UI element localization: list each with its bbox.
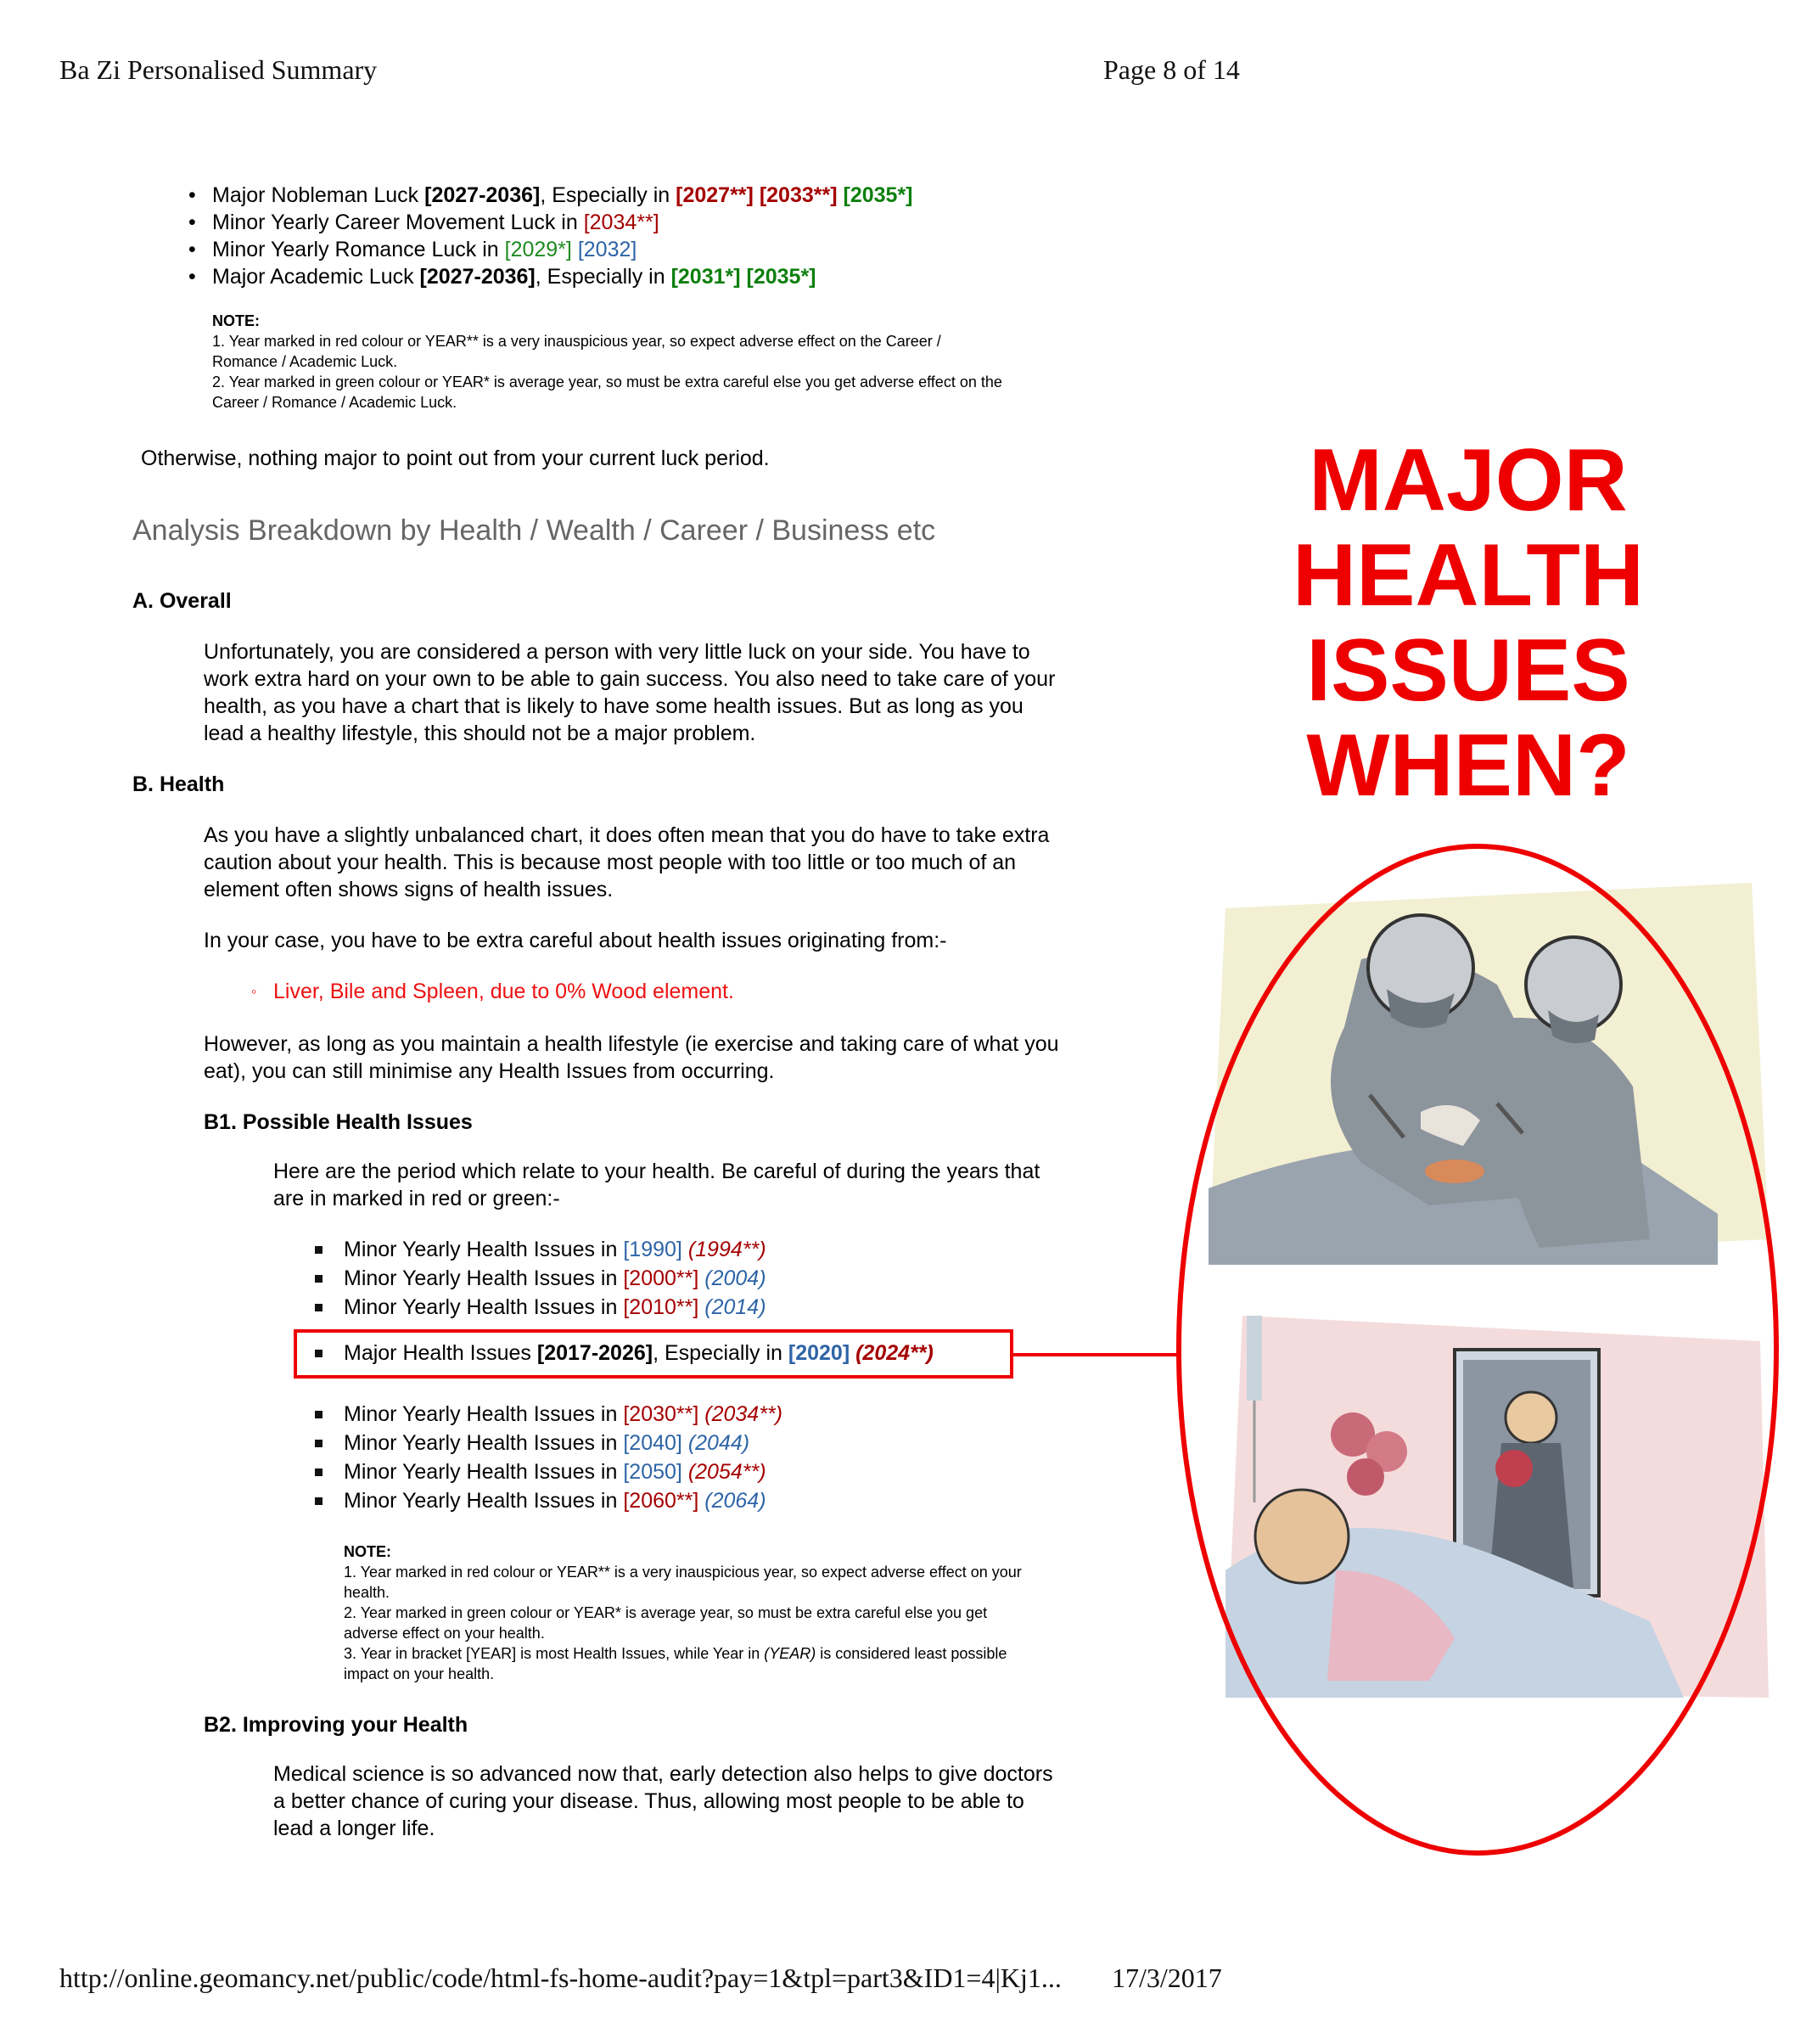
b1-intro: Here are the period which relate to your health. Be careful of during the years that are in marked in red or green:-	[273, 1160, 1040, 1210]
b1-heading: B1. Possible Health Issues	[204, 1110, 473, 1134]
organ-item: ◦ Liver, Bile and Spleen, due to 0% Wood element.	[251, 980, 734, 1003]
list-item: Minor Yearly Health Issues in [2030**] (2034**)	[344, 1401, 782, 1428]
document-title: Ba Zi Personalised Summary	[59, 54, 378, 85]
footer-date: 17/3/2017	[1112, 1963, 1222, 1993]
health-paragraph-3: However, as long as you maintain a health lifestyle (ie exercise and taking care of what you eat), you can still minimise any Health Issues from occurring.	[204, 1032, 1059, 1083]
hospital-visit-illustration	[1226, 1316, 1769, 1698]
connector-line	[1013, 1353, 1180, 1356]
list-item: Minor Yearly Health Issues in [2010**] (2014)	[344, 1294, 766, 1321]
circle-bullet-icon: ◦	[251, 983, 257, 1000]
list-item: Minor Yearly Health Issues in [2050] (2054**)	[344, 1458, 766, 1485]
list-item: Minor Yearly Health Issues in [2000**] (2004)	[344, 1265, 766, 1292]
overall-heading: A. Overall	[132, 589, 232, 613]
list-item: Minor Yearly Health Issues in [1990] (1994**)	[344, 1236, 766, 1263]
list-item: • Major Nobleman Luck [2027-2036], Especially in [2027**] [2033**] [2035*]	[188, 183, 913, 207]
list-item: Minor Yearly Health Issues in [2040] (2044)	[344, 1429, 749, 1457]
surgery-illustration	[1209, 883, 1769, 1265]
list-item: • Minor Yearly Career Movement Luck in [2034**]	[188, 211, 659, 234]
b2-heading: B2. Improving your Health	[204, 1713, 468, 1737]
list-item: • Major Academic Luck [2027-2036], Especially in [2031*] [2035*]	[188, 265, 816, 289]
section-title: Analysis Breakdown by Health / Wealth / Career / Business etc	[132, 514, 936, 547]
health-heading: B. Health	[132, 772, 225, 796]
overall-paragraph: Unfortunately, you are considered a person with very little luck on your side. You have to work extra hard on your own to be able to gain success. You also need to take care of your health, as you have a chart that is likely to have some health issues. But as long as you lead a healthy lifestyle, this should not be a major problem.	[204, 640, 1056, 745]
health-illustration-oval	[1175, 840, 1786, 1859]
health-paragraph-1: As you have a slightly unbalanced chart, it does often mean that you do have to take extra caution about your health. This is because most people with too little or too much of an element often shows signs of health issues.	[204, 823, 1050, 901]
luck-note: NOTE: 1. Year marked in red colour or YEAR** is a very inauspicious year, so expect adverse effect on the Career / Romance / Academic Luck. 2. Year marked in green colour or YEAR* is average year, so must be extra careful else you get adverse effect on the Career / Romance / Academic Luck.	[212, 312, 1002, 411]
health-note: NOTE: 1. Year marked in red colour or YEAR** is a very inauspicious year, so expect adverse effect on your health. 2. Year marked in green colour or YEAR* is average year, so must be extra careful else you get adverse effect on your health. 3. Year in bracket [YEAR] is most Health Issues, while Year in (YEAR) is considered least possible impact on your health.	[344, 1543, 1022, 1682]
list-item: • Minor Yearly Romance Luck in [2029*] [2032]	[188, 238, 637, 261]
b2-paragraph: Medical science is so advanced now that, early detection also helps to give doctors a better chance of curing your disease. Thus, allowing most people to be able to lead a longer life.	[273, 1762, 1053, 1840]
health-paragraph-2: In your case, you have to be extra careful about health issues originating from:-	[204, 929, 947, 952]
callout-text: MAJOR HEALTH ISSUES WHEN?	[1292, 431, 1645, 815]
footer-url: http://online.geomancy.net/public/code/html-fs-home-audit?pay=1&tpl=part3&ID1=4|Kj1...	[59, 1963, 1062, 1993]
list-item: Minor Yearly Health Issues in [2060**] (2064)	[344, 1487, 766, 1514]
page-number: Page 8 of 14	[1103, 54, 1240, 85]
otherwise-text: Otherwise, nothing major to point out from your current luck period.	[141, 446, 770, 470]
